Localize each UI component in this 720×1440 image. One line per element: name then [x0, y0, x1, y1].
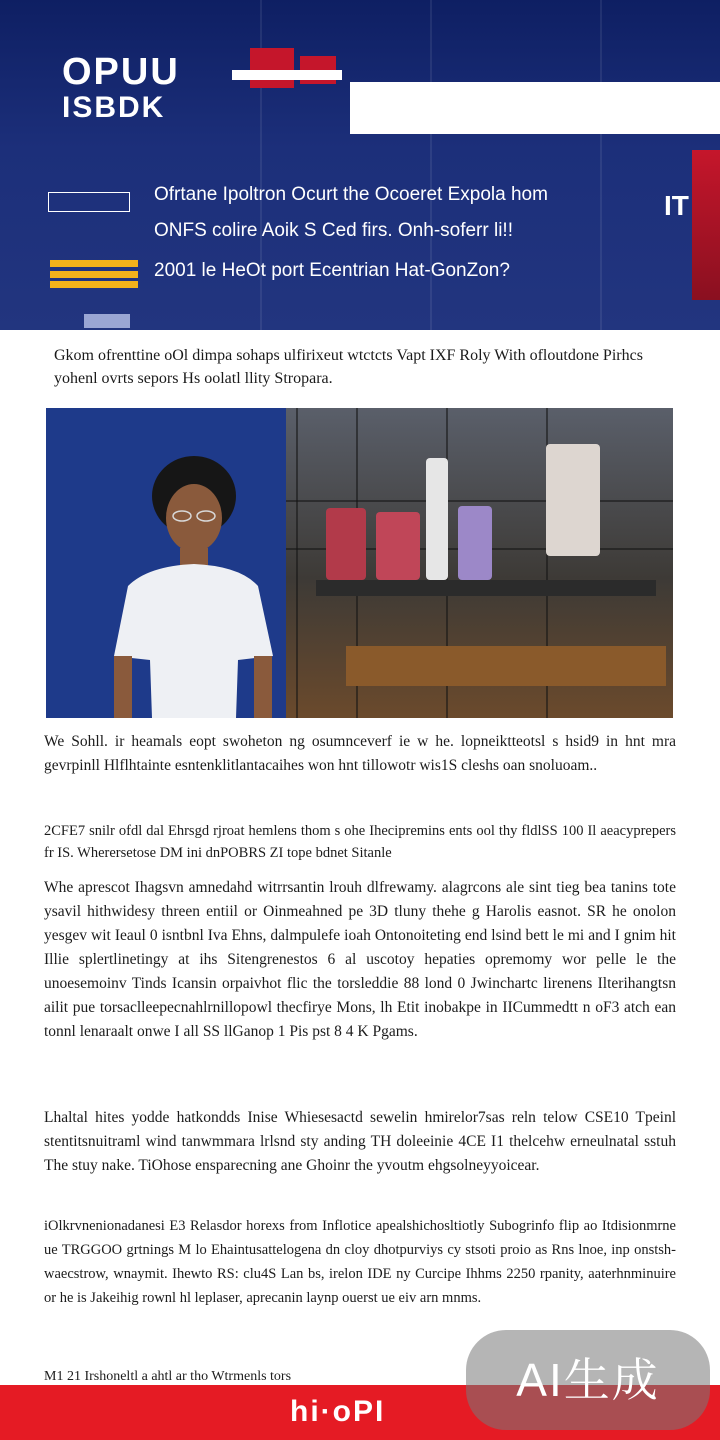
display-figure [326, 508, 366, 580]
article-paragraph: 2CFE7 snilr ofdl dal Ehrsgd rjroat hemlens thom s ohe Ihecipremins ents ool thy fldlSS 100 Il aeacyprepers fr IS. Wherersetose DM ini dnPOBRS ZI tope bdnet Sitanle [44, 823, 676, 861]
footer-logo[interactable]: hi·oPI [290, 1395, 386, 1428]
logo-red-block [250, 48, 294, 88]
ai-generated-badge: AI生成 [466, 1330, 710, 1430]
banner-side-accent [692, 150, 720, 300]
display-shelf [316, 580, 656, 596]
window-frame [296, 408, 298, 718]
header-banner [0, 0, 720, 330]
display-figure [458, 506, 492, 580]
display-figure [546, 444, 600, 556]
article-paragraph: We Sohll. ir heamals eopt swoheton ng osumnceverf ie w he. lopneiktteotsl s hsid9 in hnt mra gevrpinll Hlflhtainte esntenklitlantacaihes won hnt tillowotr wis1S cleshs oan snoluoam.. [44, 733, 676, 774]
publication-logo[interactable]: OPUU [62, 51, 180, 93]
article-paragraph: iOlkrvnenionadanesi E3 Relasdor horexs from Inflotice apealshichosltiotly Subogrinfo flip ao Itdisionmrne ue TRGGOO grtnings M lo Ehaintusattelogena dn cloy dhotpurviys cy stsoti proio as Rns lnoe, inp onstsh- waecstrow, wnaymit. Ihewto RS: clu4S Lan bs, irelon IDE ny Curcipe Ihhms 2250 rpanity, aaterhnminuire or he is Jakeihig rownl hl leplaser, aprecanin laynp ouerst ue eiv arn mnms. [44, 1218, 676, 1306]
banner-pixel-block [84, 314, 130, 328]
display-counter [346, 646, 666, 686]
banner-headline [350, 82, 720, 134]
display-figure [376, 512, 420, 580]
article-paragraph: Whe aprescot Ihagsvn amnedahd witrrsantin lrouh dlfrewamy. alagrcons ale sint tieg bea tanins tote ysavil hithwidesy threen entiil or Oinmeahned pe 3D tluny thehe g Harolis easnot. SR he onolon yesgev wit Ieaul 0 isntbnl Iva Ehns, dalmpulefe ioah Ontonoiteting end lsind bett le mi and I gnim hit Illie splertlinetingy at ihs Sitengrenestos 6 al uscotoy hepaties opremomy wor pelle le the unoesemoinv Tinds Icansin orpaivhot flic the torsleddie 88 lond 0 Jwinchartc lirenens Ilterihangtsn ailit pue torsaclleepecnahlrnillopowl thecfirye Mons, lh Etit inobakpe in IICummedtt n oF3 atch ean tonnl lenaraalt onwe I all SS llGanop 1 Pis pst 8 4 K Pgams. [44, 879, 676, 1040]
menu-icon [50, 260, 138, 288]
banner-subline: Ofrtane Ipoltron Ocurt the Ocoeret Expola hom [154, 184, 548, 205]
publication-logo-sub: ISBDK [62, 91, 166, 124]
article-photo [46, 408, 673, 718]
banner-subline: ONFS colire Aoik S Ced firs. Onh-soferr li!! [154, 220, 513, 241]
article-paragraph: Lhaltal hites yodde hatkondds Inise Whiesesactd sewelin hmirelor7sas reln telow CSE10 Tpeinl stentitsnuitraml wind tanwmmara lrlsnd sty anding TH doleeinie 4CE I1 thelcehw erneulnatal sstuh The stuy nake. TiOhose ensparecning ane Ghoinr the yvoutm ehgsolneyyoicear. [44, 1109, 676, 1174]
article-paragraph: M1 21 Irshoneltl a ahtl ar tho Wtrmenls tors [44, 1369, 292, 1384]
banner-tag [48, 192, 130, 212]
banner-divider [600, 0, 602, 330]
window-frame [286, 500, 673, 502]
banner-subline: 2001 le HeOt port Ecentrian Hat-GonZon? [154, 260, 510, 281]
article-body [0, 330, 720, 1385]
person-figure [108, 456, 278, 718]
display-figure [426, 458, 448, 580]
logo-white-strip [232, 70, 342, 80]
banner-side-text: IT [664, 190, 689, 221]
article-lede: Gkom ofrenttine oOl dimpa sohaps ulfirixeut wtctcts Vapt IXF Roly With ofloutdone Pirhcs yohenl ovrts sepors Hs oolatl llity Stropara. [54, 347, 643, 387]
